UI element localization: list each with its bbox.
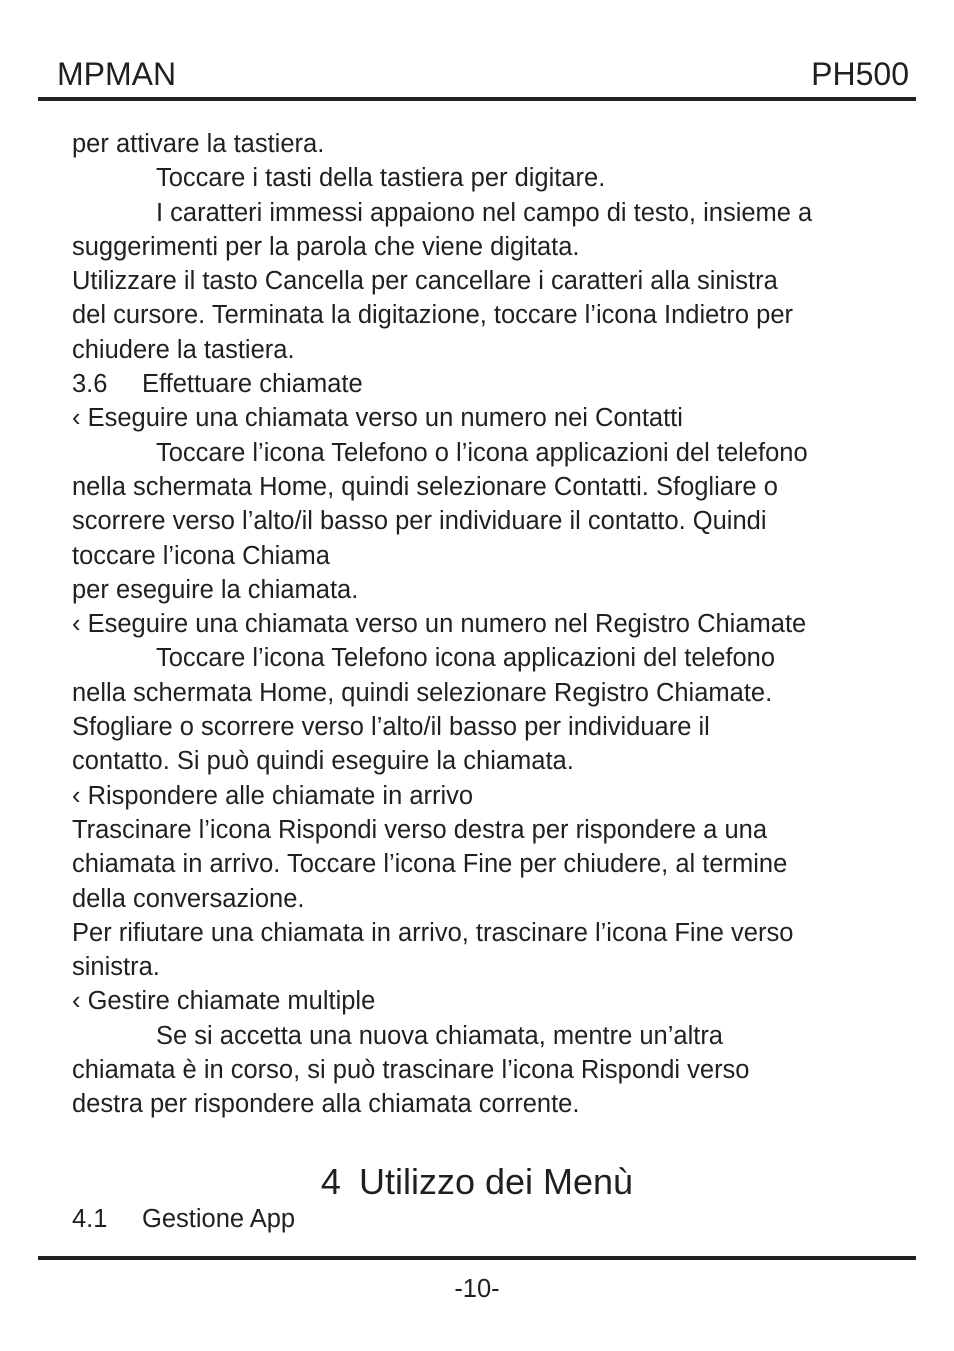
chapter-number: 4 <box>320 1161 341 1202</box>
chapter-heading <box>0 1160 954 1204</box>
text-line: nella schermata Home, quindi selezionare Contatti. Sfogliare o <box>72 472 778 501</box>
text-line: chiudere la tastiera. <box>72 335 295 364</box>
page-number: -10- <box>454 1275 500 1303</box>
header-divider <box>38 97 916 101</box>
text-line: chiamata è in corso, si può trascinare l’icona Rispondi verso <box>72 1056 750 1085</box>
header-brand: MPMAN <box>57 56 177 92</box>
text-line: della conversazione. <box>72 884 305 913</box>
text-line: suggerimenti per la parola che viene digitata. <box>72 232 580 261</box>
text-line: ‹ Eseguire una chiamata verso un numero nel Registro Chiamate <box>72 610 807 639</box>
text-line: Toccare i tasti della tastiera per digitare. <box>156 164 606 193</box>
section-heading <box>72 367 892 401</box>
subsection-heading <box>72 1202 295 1236</box>
chapter-title: Utilizzo dei Menù <box>358 1161 634 1202</box>
section-number: 3.6 <box>72 370 108 399</box>
text-line: Toccare l’icona Telefono icona applicazioni del telefono <box>156 644 776 673</box>
text-line: Se si accetta una nuova chiamata, mentre un’altra <box>156 1021 723 1050</box>
text-line: per attivare la tastiera. <box>72 130 325 158</box>
text-line: I caratteri immessi appaiono nel campo di testo, insieme a <box>156 198 813 227</box>
text-line: del cursore. Terminata la digitazione, toccare l’icona Indietro per <box>72 301 793 330</box>
text-line: chiamata in arrivo. Toccare l’icona Fine per chiudere, al termine <box>72 850 788 879</box>
text-line: sinistra. <box>72 953 160 982</box>
text-line: toccare l’icona Chiama <box>72 541 330 570</box>
text-line: nella schermata Home, quindi selezionare Registro Chiamate. <box>72 678 773 707</box>
text-line: Utilizzare il tasto Cancella per cancellare i caratteri alla sinistra <box>72 267 778 296</box>
text-line: ‹ Gestire chiamate multiple <box>72 987 376 1016</box>
text-line: Sfogliare o scorrere verso l’alto/il basso per individuare il <box>72 713 710 742</box>
text-line: contatto. Si può quindi eseguire la chiamata. <box>72 747 574 776</box>
header-model: PH500 <box>811 56 909 92</box>
subsection-title: Gestione App <box>142 1205 296 1233</box>
text-line: per eseguire la chiamata. <box>72 575 359 604</box>
subsection-number: 4.1 <box>72 1205 108 1233</box>
text-line: scorrere verso l’alto/il basso per individuare il contatto. Quindi <box>72 507 767 536</box>
text-line: ‹ Rispondere alle chiamate in arrivo <box>72 781 474 810</box>
text-line: ‹ Eseguire una chiamata verso un numero nei Contatti <box>72 404 683 433</box>
text-line: destra per rispondere alla chiamata corrente. <box>72 1090 580 1119</box>
text-line: Per rifiutare una chiamata in arrivo, trascinare l’icona Fine verso <box>72 918 794 947</box>
section-title: Effettuare chiamate <box>142 370 363 399</box>
body-text <box>72 127 892 1122</box>
text-line: Trascinare l’icona Rispondi verso destra per rispondere a una <box>72 815 767 844</box>
footer-divider <box>38 1256 916 1260</box>
text-line: Toccare l’icona Telefono o l’icona applicazioni del telefono <box>156 438 808 467</box>
